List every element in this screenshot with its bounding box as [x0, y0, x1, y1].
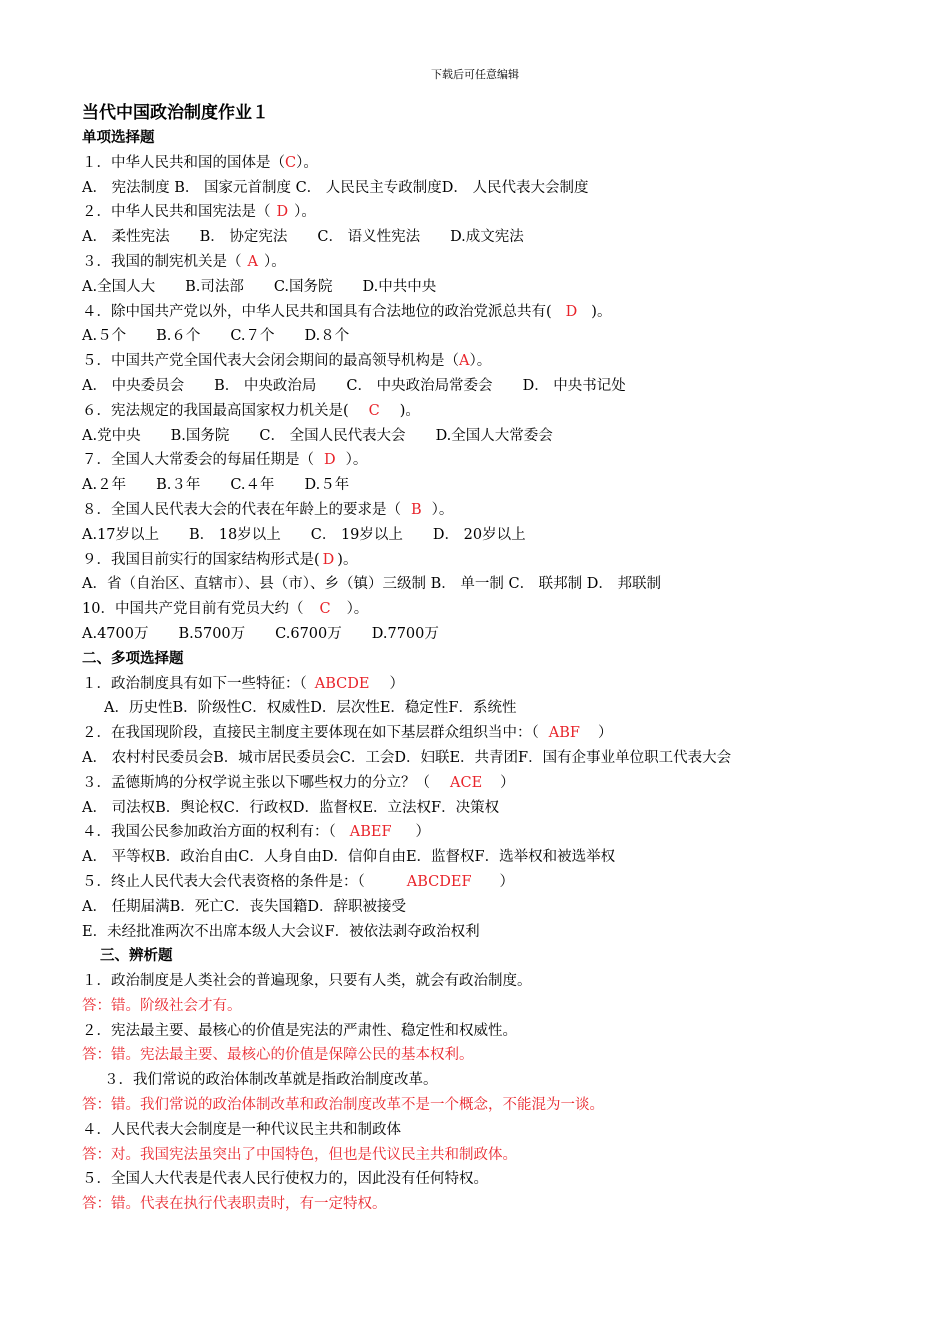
- answer: C: [285, 154, 297, 171]
- question-7: ７．全国人大常委会的每届任期是（ D ）。: [82, 448, 922, 473]
- judge-question-4: ４．人民代表大会制度是一种代议民主共和制政体: [82, 1121, 401, 1138]
- options-1: A． 宪法制度 B． 国家元首制度 C． 人民民主专政制度D． 人民代表大会制度: [82, 179, 589, 196]
- answer: C: [368, 402, 380, 419]
- answer: ABCDE: [314, 675, 370, 692]
- judge-question-5: ５．全国人大代表是代表人民行使权力的，因此没有任何特权。: [82, 1171, 488, 1188]
- multi-options-2: A． 农村村民委员会B．城市居民委员会C．工会D．妇联E．共青团F．国有企事业单位职工代表大会: [82, 749, 732, 766]
- judge-answer-3: 答：错。我们常说的政治体制改革和政治制度改革不是一个概念，不能混为一谈。: [82, 1097, 604, 1114]
- judge-answer-1: 答：错。阶级社会才有。: [82, 997, 242, 1014]
- answer: ABCDEF: [406, 873, 472, 890]
- question-4: ４．除中国共产党以外，中华人民共和国具有合法地位的政治党派总共有( D )。: [82, 300, 922, 325]
- judge-answer-4: 答：对。我国宪法虽突出了中国特色，但也是代议民主共和制政体。: [82, 1146, 517, 1163]
- judge-question-1: １．政治制度是人类社会的普遍现象，只要有人类，就会有政治制度。: [82, 973, 532, 990]
- answer: ABF: [548, 725, 580, 742]
- multi-question-1: １．政治制度具有如下一些特征：（ ABCDE ）: [82, 672, 922, 697]
- judge-answer-2: 答：错。宪法最主要、最核心的价值是保障公民的基本权利。: [82, 1047, 474, 1064]
- section-heading-single: 单项选择题: [82, 129, 155, 146]
- page-header: 下载后可任意编辑: [431, 68, 519, 81]
- question-3: ３．我国的制宪机关是（ A ）。: [82, 250, 922, 275]
- options-5: A． 中央委员会 B． 中央政治局 C． 中央政治局常委会 D． 中央书记处: [82, 377, 626, 394]
- multi-question-5: ５．终止人民代表大会代表资格的条件是：（ ABCDEF ）: [82, 870, 922, 895]
- document-title: 当代中国政治制度作业１: [82, 103, 269, 123]
- options-2: A． 柔性宪法 B． 协定宪法 C． 语义性宪法 D.成文宪法: [82, 229, 524, 246]
- answer: D: [565, 303, 578, 320]
- answer: ACE: [450, 774, 483, 791]
- answer: C: [319, 601, 331, 618]
- section-heading-judge: 三、辨析题: [100, 947, 173, 965]
- question-9: ９．我国目前实行的国家结构形式是( D )。: [82, 548, 922, 573]
- answer: A: [247, 253, 258, 270]
- answer: D: [276, 204, 289, 221]
- multi-options-5: A． 任期届满B．死亡C．丧失国籍D．辞职被接受: [82, 898, 406, 915]
- question-10: 10．中国共产党目前有党员大约（ C ）。: [82, 597, 922, 622]
- options-3: A.全国人大 B.司法部 C.国务院 D.中共中央: [82, 278, 437, 295]
- answer: B: [411, 501, 422, 518]
- judge-question-3: ３．我们常说的政治体制改革就是指政治制度改革。: [104, 1072, 438, 1089]
- answer: D: [324, 452, 336, 469]
- options-6: A.党中央 B.国务院 C． 全国人民代表大会 D.全国人大常委会: [82, 427, 553, 444]
- document-body: [82, 100, 922, 1217]
- options-4: A.５个 B.６个 C.７个 D.８个: [82, 328, 350, 345]
- multi-options-5b: E．未经批准两次不出席本级人大会议F．被依法剥夺政治权利: [82, 923, 480, 940]
- options-8: A.17岁以上 B． 18岁以上 C． 19岁以上 D． 20岁以上: [82, 526, 526, 543]
- options-9: A．省（自治区、直辖市）、县（市）、乡（镇）三级制 B． 单一制 C． 联邦制 D． 邦联制: [82, 576, 662, 593]
- multi-options-3: A． 司法权B．舆论权C．行政权D．监督权E．立法权F．决策权: [82, 799, 500, 816]
- judge-question-2: ２．宪法最主要、最核心的价值是宪法的严肃性、稳定性和权威性。: [82, 1022, 517, 1039]
- multi-options-4: A． 平等权B．政治自由C．人身自由D．信仰自由E．监督权F．选举权和被选举权: [82, 849, 616, 866]
- answer: D: [322, 551, 335, 568]
- section-heading-multi: 二、多项选择题: [82, 649, 184, 667]
- answer: A: [459, 353, 470, 370]
- multi-question-3: ３．孟德斯鸠的分权学说主张以下哪些权力的分立？（ ACE ）: [82, 771, 922, 796]
- multi-options-1: A．历史性B．阶级性C．权威性D．层次性E．稳定性F．系统性: [104, 700, 517, 717]
- options-7: A.２年 B.３年 C.４年 D.５年: [82, 477, 350, 494]
- options-10: A.4700万 B.5700万 C.6700万 D.7700万: [82, 625, 439, 642]
- multi-question-2: ２．在我国现阶段，直接民主制度主要体现在如下基层群众组织当中：（ ABF ）: [82, 721, 922, 746]
- multi-question-4: ４．我国公民参加政治方面的权利有：（ ABEF ）: [82, 820, 922, 845]
- question-6: ６．宪法规定的我国最高国家权力机关是( C )。: [82, 399, 922, 424]
- question-5: ５．中国共产党全国代表大会闭会期间的最高领导机构是（A）。: [82, 353, 492, 370]
- question-8: ８．全国人民代表大会的代表在年龄上的要求是（ B ）。: [82, 498, 922, 523]
- answer: ABEF: [349, 824, 392, 841]
- question-1: １．中华人民共和国的国体是（C）。: [82, 154, 318, 171]
- question-2: ２．中华人民共和国宪法是（ D ）。: [82, 200, 922, 225]
- judge-answer-5: 答：错。代表在执行代表职责时，有一定特权。: [82, 1196, 387, 1213]
